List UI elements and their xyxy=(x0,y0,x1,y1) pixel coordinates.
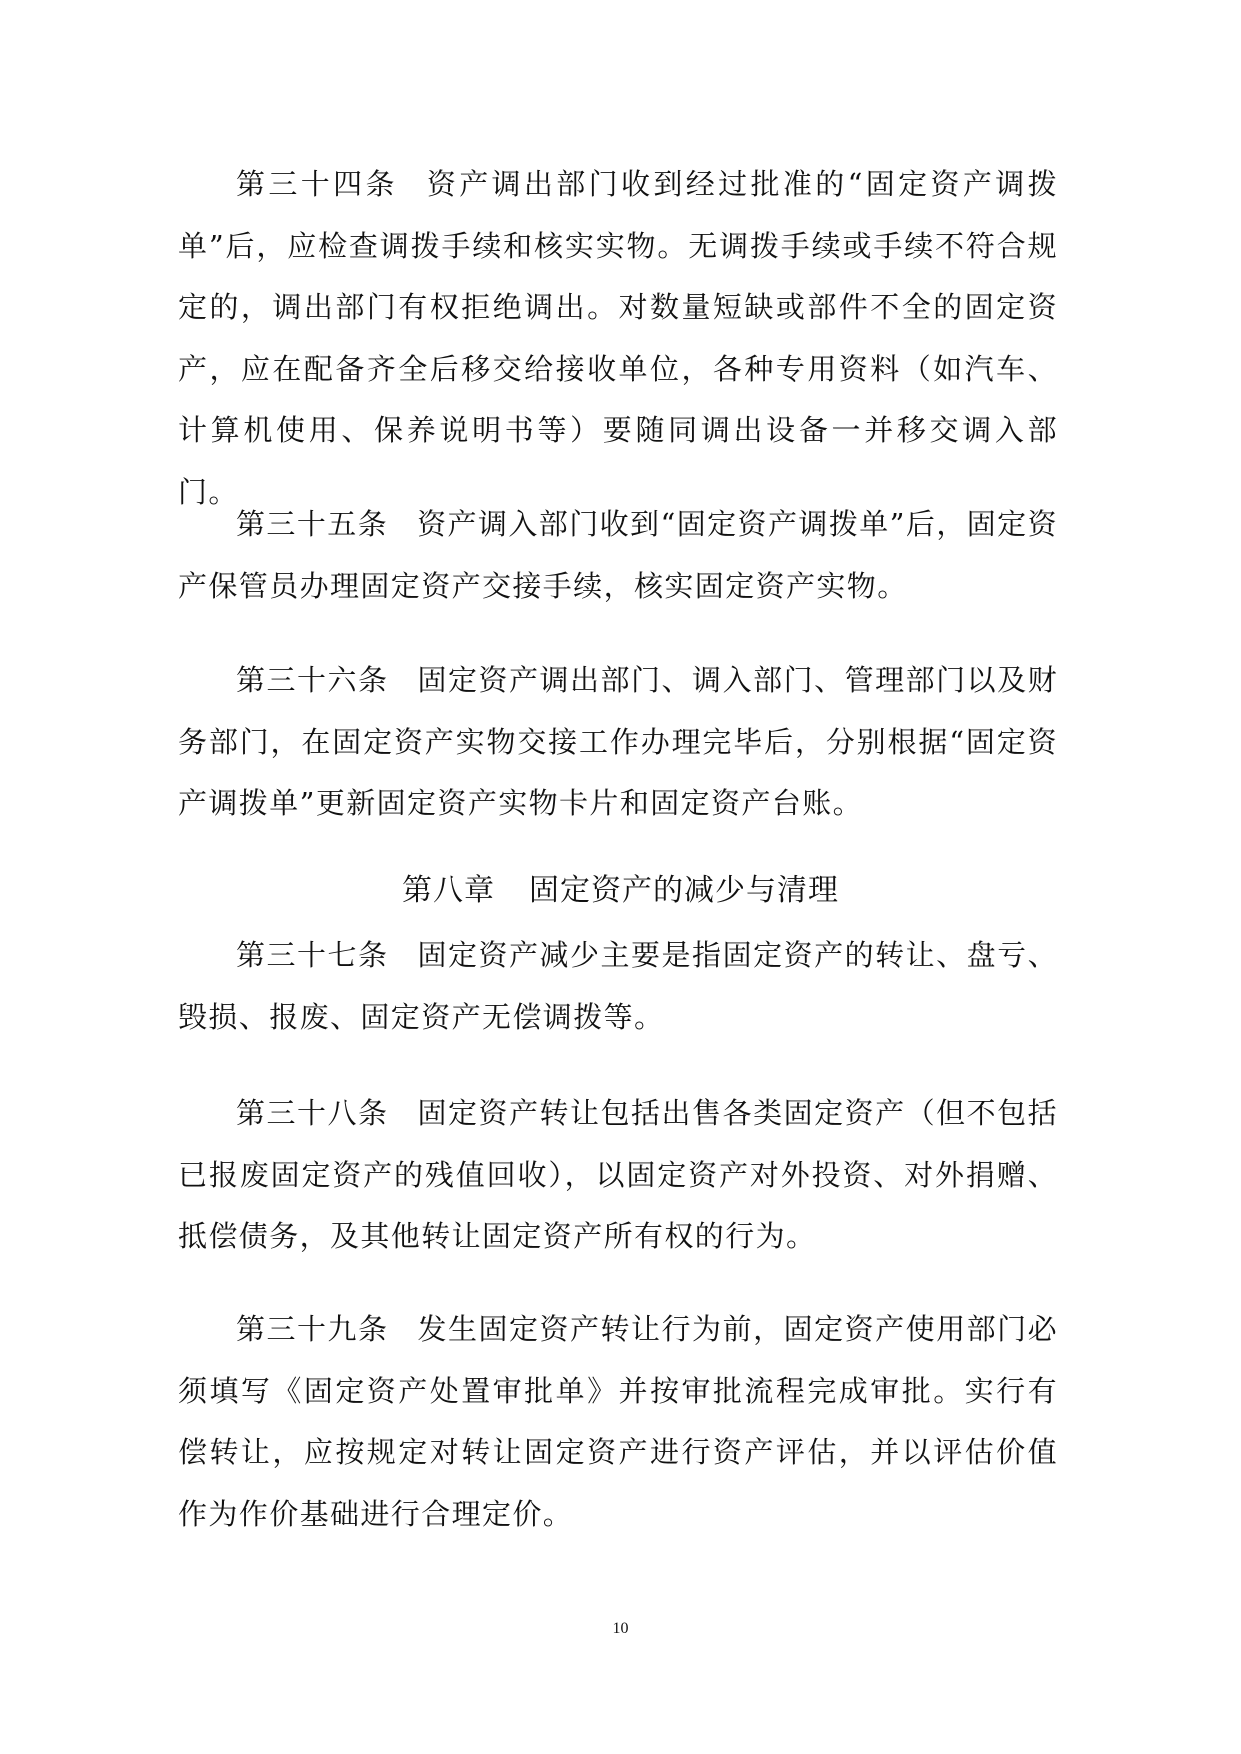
article-34-paragraph xyxy=(178,154,1058,523)
chapter-heading xyxy=(0,865,1241,909)
article-35-paragraph xyxy=(178,494,1058,617)
article-38-paragraph xyxy=(178,1083,1058,1268)
page-number: 10 xyxy=(612,1620,629,1637)
article-text: 发生固定资产转让行为前，固定资产使用部门必须填写《固定资产处置审批单》并按审批流程完成审批。实行有偿转让，应按规定对转让固定资产进行资产评估，并以评估价值作为作价基础进行合理定价。 xyxy=(178,1312,1058,1531)
article-37-paragraph xyxy=(178,925,1058,1048)
article-number: 第三十四条 xyxy=(236,167,398,201)
article-text: 固定资产调出部门、调入部门、管理部门以及财务部门，在固定资产实物交接工作办理完毕后，分别根据“固定资产调拨单”更新固定资产实物卡片和固定资产台账。 xyxy=(178,663,1058,820)
article-text: 资产调入部门收到“固定资产调拨单”后，固定资产保管员办理固定资产交接手续，核实固定资产实物。 xyxy=(178,507,1058,603)
article-text: 固定资产转让包括出售各类固定资产（但不包括已报废固定资产的残值回收），以固定资产对外投资、对外捐赠、抵偿债务，及其他转让固定资产所有权的行为。 xyxy=(178,1096,1058,1253)
article-text: 固定资产减少主要是指固定资产的转让、盘亏、毁损、报废、固定资产无偿调拨等。 xyxy=(178,938,1058,1034)
article-number: 第三十七条 xyxy=(236,938,389,972)
chapter-number: 第八章 xyxy=(402,873,495,908)
article-number: 第三十六条 xyxy=(236,663,389,697)
article-number: 第三十五条 xyxy=(236,507,389,541)
article-39-paragraph xyxy=(178,1299,1058,1545)
article-number: 第三十八条 xyxy=(236,1096,389,1130)
chapter-title: 固定资产的减少与清理 xyxy=(529,873,839,908)
article-36-paragraph xyxy=(178,650,1058,835)
article-number: 第三十九条 xyxy=(236,1312,389,1346)
article-text: 资产调出部门收到经过批准的“固定资产调拨单”后，应检查调拨手续和核实实物。无调拨手续或手续不符合规定的，调出部门有权拒绝调出。对数量短缺或部件不全的固定资产，应在配备齐全后移交给接收单位，各种专用资料（如汽车、计算机使用、保养说明书等）要随同调出设备一并移交调入部门。 xyxy=(178,167,1058,509)
